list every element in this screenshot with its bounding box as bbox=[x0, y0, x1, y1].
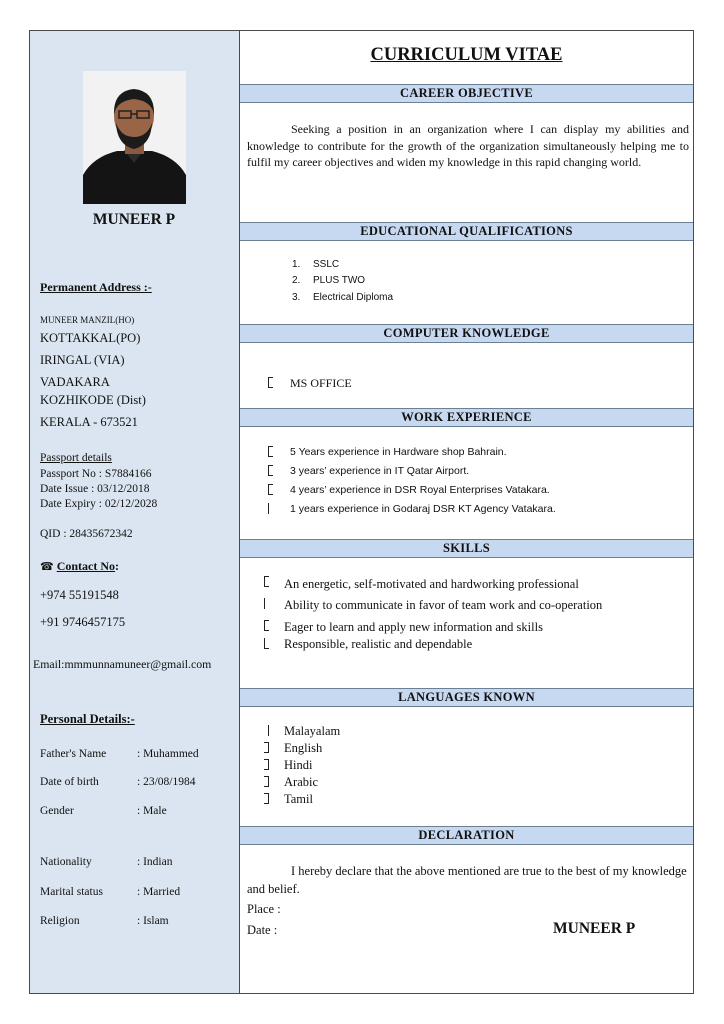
career-objective-text: Seeking a position in an organization where I can display my abilities and knowledge to contribute for the growth of the organization simultaneously helping me to fulfil my career objectives and widen my knowledge in this rapid changing world. bbox=[247, 122, 689, 169]
address-line: KOTTAKKAL(PO) bbox=[40, 331, 141, 345]
personal-label: Father's Name bbox=[40, 748, 107, 760]
bullet-icon bbox=[264, 742, 269, 753]
language-item: Tamil bbox=[284, 792, 313, 806]
signature-name: MUNEER P bbox=[553, 920, 636, 937]
list-number: 1. bbox=[292, 259, 301, 270]
bullet-icon bbox=[268, 465, 273, 476]
skills-heading: SKILLS bbox=[240, 539, 693, 558]
personal-label: Gender bbox=[40, 805, 74, 817]
bullet-icon bbox=[264, 776, 269, 787]
personal-value: : Married bbox=[137, 886, 181, 898]
contact-heading-colon: : bbox=[115, 559, 120, 573]
language-item: Arabic bbox=[284, 775, 319, 789]
bullet-icon bbox=[264, 759, 269, 770]
languages-heading: LANGUAGES KNOWN bbox=[240, 688, 693, 707]
personal-value: : Indian bbox=[137, 856, 173, 868]
passport-issue-date: Date Issue : 03/12/2018 bbox=[40, 483, 150, 495]
passport-expiry-date: Date Expiry : 02/12/2028 bbox=[40, 498, 158, 510]
phone-number: +91 9746457175 bbox=[40, 615, 126, 629]
computer-item: MS OFFICE bbox=[290, 376, 352, 390]
skill-item: Ability to communicate in favor of team work and co-operation bbox=[284, 598, 603, 612]
bullet-icon bbox=[268, 377, 273, 388]
education-item: Electrical Diploma bbox=[313, 292, 394, 303]
bullet-icon bbox=[268, 484, 273, 495]
passport-heading: Passport details bbox=[40, 452, 112, 464]
declaration-heading: DECLARATION bbox=[240, 826, 693, 845]
personal-label: Date of birth bbox=[40, 776, 99, 788]
education-item: PLUS TWO bbox=[313, 275, 366, 286]
personal-value: : 23/08/1984 bbox=[137, 776, 196, 788]
address-line: IRINGAL (VIA) bbox=[40, 353, 125, 367]
sidebar bbox=[30, 31, 240, 993]
education-heading: EDUCATIONAL QUALIFICATIONS bbox=[240, 222, 693, 241]
bullet-icon bbox=[264, 598, 269, 609]
work-item: 3 years’ experience in IT Qatar Airport. bbox=[290, 465, 470, 477]
declaration-text: I hereby declare that the above mentioned are true to the best of my knowledge and belief. bbox=[247, 864, 687, 896]
list-number: 2. bbox=[292, 275, 301, 286]
skill-item: Eager to learn and apply new information and skills bbox=[284, 620, 543, 634]
address-line: MUNEER MANZIL(HO) bbox=[40, 315, 135, 325]
bullet-icon bbox=[268, 503, 273, 514]
bullet-icon bbox=[268, 446, 273, 457]
address-heading: Permanent Address :- bbox=[40, 280, 152, 294]
address-line: VADAKARA bbox=[40, 375, 110, 389]
personal-label: Marital status bbox=[40, 886, 103, 898]
career-objective-heading: CAREER OBJECTIVE bbox=[240, 84, 693, 103]
bullet-icon bbox=[264, 620, 269, 631]
person-photo-icon bbox=[83, 71, 186, 204]
bullet-icon bbox=[264, 638, 269, 649]
address-line: KOZHIKODE (Dist) bbox=[40, 393, 146, 407]
work-item: 1 years experience in Godaraj DSR KT Agency Vatakara. bbox=[290, 503, 556, 515]
language-item: Hindi bbox=[284, 758, 313, 772]
date-label: Date : bbox=[247, 923, 278, 937]
qid-number: QID : 28435672342 bbox=[40, 528, 133, 540]
phone-number: +974 55191548 bbox=[40, 588, 119, 602]
bullet-icon bbox=[264, 793, 269, 804]
personal-label: Religion bbox=[40, 915, 80, 927]
work-experience-heading: WORK EXPERIENCE bbox=[240, 408, 693, 427]
language-item: English bbox=[284, 741, 323, 755]
email-address: Email:mmmunnamuneer@gmail.com bbox=[33, 657, 212, 671]
personal-label: Nationality bbox=[40, 856, 92, 868]
list-number: 3. bbox=[292, 292, 301, 303]
personal-value: : Muhammed bbox=[137, 748, 199, 760]
personal-details-heading: Personal Details:- bbox=[40, 712, 135, 726]
place-label: Place : bbox=[247, 902, 281, 916]
page-title: CURRICULUM VITAE bbox=[370, 45, 563, 65]
work-item: 5 Years experience in Hardware shop Bahrain. bbox=[290, 446, 507, 458]
education-item: SSLC bbox=[313, 259, 340, 270]
bullet-icon bbox=[268, 725, 273, 736]
skill-item: An energetic, self-motivated and hardworking professional bbox=[284, 577, 579, 591]
contact-heading-row bbox=[40, 559, 119, 574]
passport-number: Passport No : S7884166 bbox=[40, 468, 152, 480]
profile-photo bbox=[83, 71, 186, 204]
skill-item: Responsible, realistic and dependable bbox=[284, 637, 473, 651]
bullet-icon bbox=[264, 576, 269, 587]
language-item: Malayalam bbox=[284, 724, 341, 738]
sidebar-name: MUNEER P bbox=[92, 211, 176, 228]
phone-icon: ☎ bbox=[40, 560, 54, 573]
address-line: KERALA - 673521 bbox=[40, 415, 138, 429]
computer-knowledge-heading: COMPUTER KNOWLEDGE bbox=[240, 324, 693, 343]
main-content bbox=[240, 31, 693, 993]
cv-page bbox=[29, 30, 694, 994]
personal-value: : Islam bbox=[137, 915, 169, 927]
work-item: 4 years’ experience in DSR Royal Enterprises Vatakara. bbox=[290, 484, 550, 496]
contact-heading: Contact No bbox=[56, 559, 116, 573]
personal-value: : Male bbox=[137, 805, 167, 817]
